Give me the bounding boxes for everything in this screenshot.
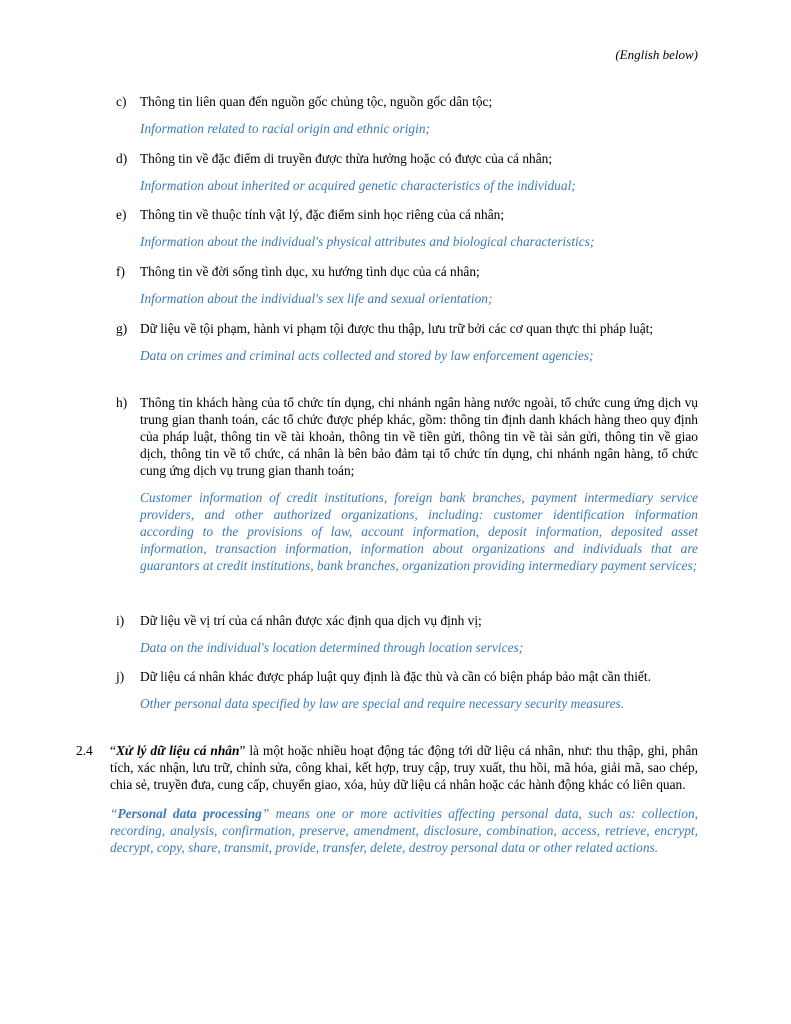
open-quote: “: [110, 806, 118, 821]
defined-term: Personal data processing: [117, 806, 262, 821]
list-item-e: [116, 206, 698, 250]
close-quote: ”: [261, 806, 270, 821]
defined-term: Xử lý dữ liệu cá nhân: [115, 743, 240, 758]
item-marker: e): [116, 207, 127, 222]
english-translation: Customer information of credit institutions, foreign bank branches, payment intermediary service providers, and other authorized organizations, including: customer identification information according to the provisions of law, account information, deposit information, deposited asset information, transaction information, information about organizations and individuals that are guarantors at credit institutions, bank branches, organization providing intermediary payment services;: [140, 490, 698, 573]
english-translation: Information about the individual's physical attributes and biological characteristics;: [140, 234, 595, 249]
list-item-h: [116, 394, 698, 574]
item-marker: c): [116, 94, 127, 109]
section-2-4: [76, 742, 698, 856]
english-translation: Information about the individual's sex life and sexual orientation;: [140, 291, 493, 306]
list-item-f: [116, 263, 698, 307]
list-item-d: [116, 150, 698, 194]
item-marker: g): [116, 321, 128, 336]
list-item-g: [116, 320, 698, 364]
vietnamese-text: Dữ liệu cá nhân khác được pháp luật quy định là đặc thù và cần có biện pháp bảo mật cần thiết.: [140, 669, 651, 684]
vietnamese-definition: [110, 742, 698, 793]
vietnamese-text: Thông tin về thuộc tính vật lý, đặc điểm sinh học riêng của cá nhân;: [140, 207, 505, 222]
english-translation: Information about inherited or acquired genetic characteristics of the individual;: [140, 178, 576, 193]
vietnamese-text: Thông tin liên quan đến nguồn gốc chủng tộc, nguồn gốc dân tộc;: [140, 94, 493, 109]
vietnamese-text: Thông tin về đời sống tình dục, xu hướng tình dục của cá nhân;: [140, 264, 480, 279]
english-translation: Data on crimes and criminal acts collected and stored by law enforcement agencies;: [140, 348, 594, 363]
vietnamese-text: Dữ liệu về vị trí của cá nhân được xác định qua dịch vụ định vị;: [140, 613, 482, 628]
list-item-j: [116, 668, 698, 712]
english-translation: Data on the individual's location determined through location services;: [140, 640, 524, 655]
close-quote: ”: [239, 743, 246, 758]
vietnamese-text: Dữ liệu về tội phạm, hành vi phạm tội được thu thập, lưu trữ bởi các cơ quan thực thi pháp luật;: [140, 321, 654, 336]
open-quote: “: [110, 743, 116, 758]
item-marker: d): [116, 151, 128, 166]
vietnamese-text: Thông tin về đặc điểm di truyền được thừa hưởng hoặc có được của cá nhân;: [140, 151, 553, 166]
list-item-c: [116, 93, 698, 137]
definition-text: là một hoặc nhiều hoạt động tác động tới dữ liệu cá nhân, như: thu thập, ghi, phân tích, xác nhận, lưu trữ, chỉnh sửa, công khai, kết hợp, truy cập, truy xuất, thu hồi, mã hóa, giải mã, sao chép, chia sẻ, truyền đưa, cung cấp, chuyển giao, xóa, hủy dữ liệu cá nhân hoặc các hành động khác có liên quan.: [110, 743, 698, 792]
item-marker: j): [116, 669, 125, 684]
english-below-note: (English below): [615, 47, 698, 62]
item-marker: i): [116, 613, 125, 628]
vietnamese-text: Thông tin khách hàng của tổ chức tín dụng, chi nhánh ngân hàng nước ngoài, tổ chức cung ứng dịch vụ trung gian thanh toán, các tổ chức được phép khác, gồm: thông tin định danh khách hàng theo quy định của pháp luật, thông tin về tài khoản, thông tin về tiền gửi, thông tin về tài sản gửi, thông tin về giao dịch, thông tin về tổ chức, cá nhân là bên bảo đảm tại tổ chức tín dụng, chi nhánh ngân hàng, tổ chức cung ứng dịch vụ trung gian thanh toán;: [140, 395, 698, 478]
section-number: 2.4: [76, 743, 93, 758]
english-translation: Other personal data specified by law are special and require necessary security measures.: [140, 696, 625, 711]
definition-text: means one or more activities affecting personal data, such as: collection, recording, analysis, confirmation, preserve, amendment, disclosure, combination, access, retrieve, encrypt, decrypt, copy, share, transmit, provide, transfer, delete, destroy personal data or other related actions.: [110, 806, 698, 855]
list-item-i: [116, 612, 698, 656]
english-translation: Information related to racial origin and ethnic origin;: [140, 121, 430, 136]
english-definition: [110, 805, 698, 856]
item-marker: h): [116, 395, 128, 410]
item-marker: f): [116, 264, 125, 279]
